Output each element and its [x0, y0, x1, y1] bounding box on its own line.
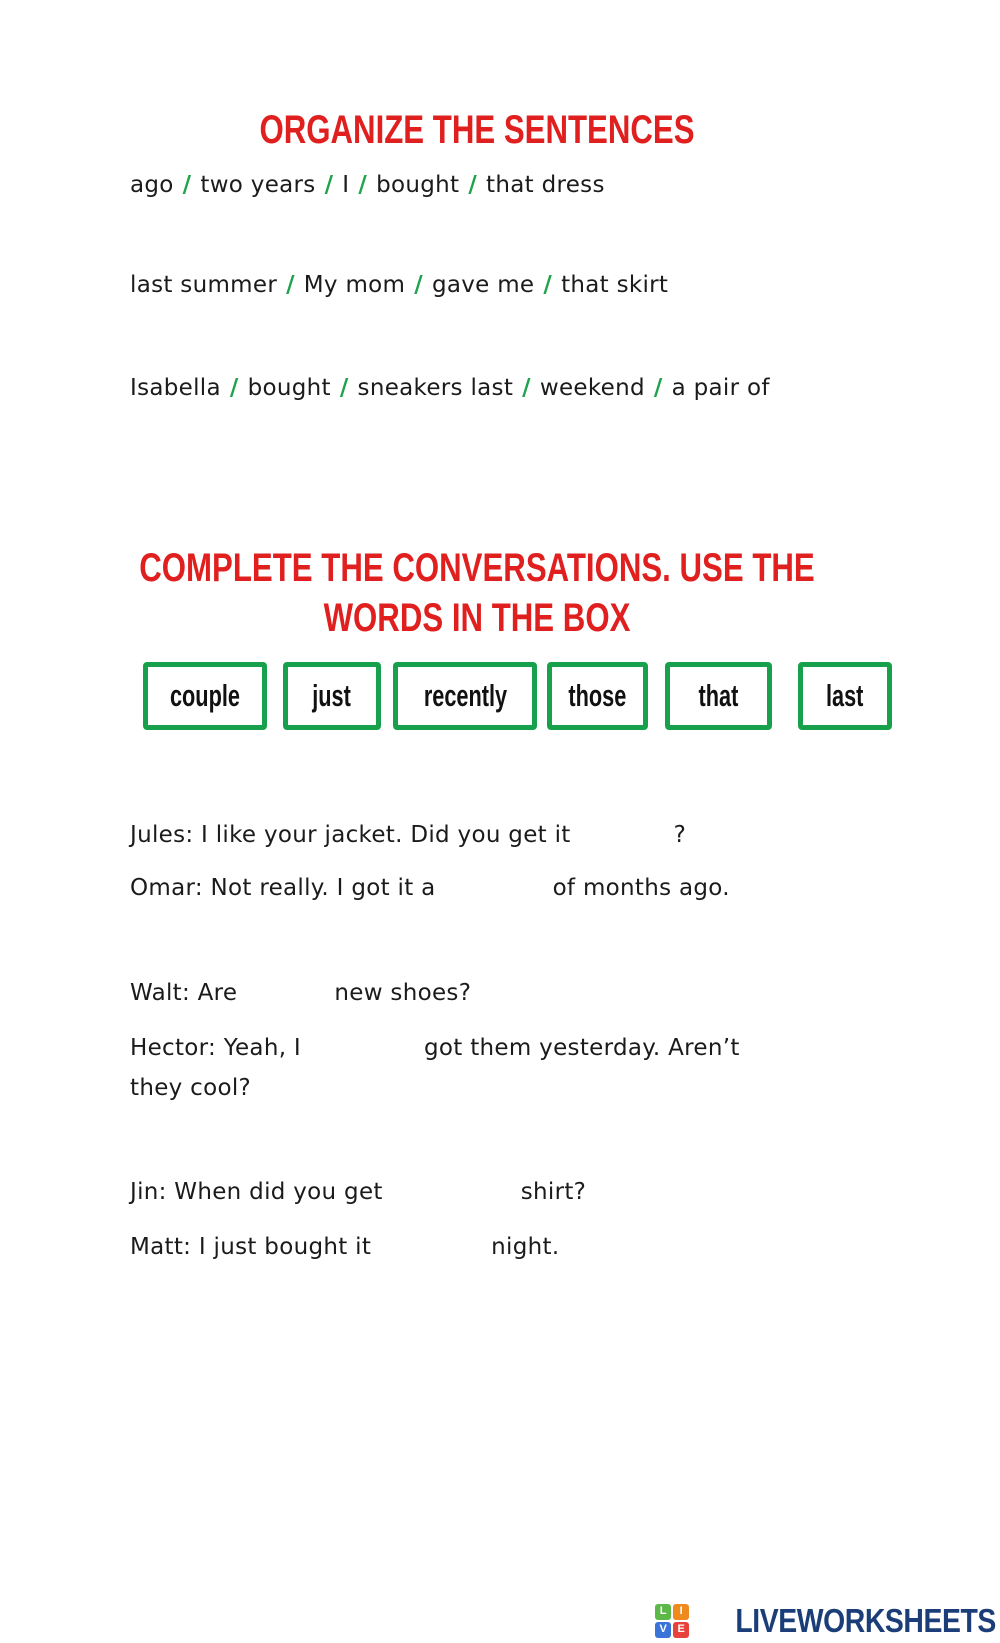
slash-separator: /: [358, 172, 368, 198]
dialog-text: Jules: I like your jacket. Did you get it: [130, 822, 571, 848]
dialog-text: new shoes?: [334, 980, 472, 1006]
word-box-label: just: [312, 678, 352, 713]
dialog-text: Hector: Yeah, I: [130, 1035, 302, 1061]
scrambled-sentence-3: [130, 371, 770, 405]
answer-blank-5[interactable]: [383, 1175, 521, 1199]
dialog-text: Jin: When did you get: [130, 1179, 383, 1205]
word-box-label: last: [826, 678, 864, 713]
liveworksheets-brand: [655, 1602, 996, 1640]
slash-separator: /: [653, 375, 663, 401]
word-box-label: couple: [170, 678, 240, 713]
slash-separator: /: [468, 172, 478, 198]
logo-square-v: V: [655, 1622, 671, 1638]
slash-separator: /: [543, 272, 553, 298]
logo-square-l: L: [655, 1604, 671, 1620]
dialog-row-jules: [130, 818, 686, 852]
dialog-text: ?: [673, 822, 687, 848]
section2-title: [105, 543, 849, 643]
sentence-part: My mom: [303, 272, 406, 298]
slash-separator: /: [324, 172, 334, 198]
answer-blank-1[interactable]: [571, 818, 674, 842]
word-box-last: [798, 662, 892, 730]
word-box-label: those: [568, 678, 627, 713]
dialog-row-jin: [130, 1175, 586, 1209]
scrambled-sentence-2: [130, 268, 668, 302]
sentence-part: that dress: [486, 172, 605, 198]
slash-separator: /: [182, 172, 192, 198]
slash-separator: /: [414, 272, 423, 298]
dialog-text: of months ago.: [552, 875, 730, 901]
dialog-text: they cool?: [130, 1075, 252, 1101]
slash-separator: /: [286, 272, 295, 298]
dialog-row-walt: [130, 976, 471, 1010]
dialog-row-hector-line2: [130, 1071, 251, 1105]
word-box-just: [283, 662, 381, 730]
sentence-part: sneakers last: [357, 375, 514, 401]
brand-wordmark: LIVEWORKSHEETS: [735, 1602, 996, 1639]
sentence-part: two years: [200, 172, 316, 198]
scrambled-sentence-1: [130, 168, 605, 202]
dialog-text: got them yesterday. Aren’t: [424, 1035, 740, 1061]
word-box-those: [547, 662, 648, 730]
dialog-row-omar: [130, 871, 730, 905]
logo-square-i: I: [673, 1604, 689, 1620]
sentence-part: bought: [376, 172, 460, 198]
dialog-text: Omar: Not really. I got it a: [130, 875, 436, 901]
dialog-text: night.: [491, 1234, 560, 1260]
word-box-recently: [393, 662, 537, 730]
sentence-part: weekend: [539, 375, 645, 401]
section1-title: ORGANIZE THE SENTENCES: [259, 108, 695, 152]
sentence-part: bought: [247, 375, 331, 401]
dialog-text: Walt: Are: [130, 980, 238, 1006]
answer-blank-2[interactable]: [436, 871, 553, 895]
sentence-part: that skirt: [561, 272, 669, 298]
dialog-text: shirt?: [520, 1179, 587, 1205]
liveworksheets-logo-icon: [655, 1604, 690, 1639]
section2-title-line1: COMPLETE THE CONVERSATIONS. USE THE: [139, 546, 815, 590]
word-box-label: recently: [423, 678, 507, 713]
sentence-part: gave me: [431, 272, 535, 298]
logo-square-e: E: [673, 1622, 689, 1638]
sentence-part: ago: [130, 172, 174, 198]
dialog-row-matt: [130, 1230, 559, 1264]
word-box-couple: [143, 662, 267, 730]
word-box-label: that: [698, 678, 739, 713]
slash-separator: /: [339, 375, 349, 401]
slash-separator: /: [522, 375, 531, 401]
answer-blank-6[interactable]: [371, 1230, 491, 1254]
answer-blank-4[interactable]: [301, 1031, 424, 1055]
slash-separator: /: [229, 375, 239, 401]
sentence-part: a pair of: [671, 375, 770, 401]
sentence-part: last summer: [130, 272, 278, 298]
sentence-part: Isabella: [130, 375, 221, 401]
answer-blank-3[interactable]: [237, 976, 334, 1000]
word-box-that: [665, 662, 772, 730]
dialog-row-hector-line1: [130, 1031, 740, 1065]
word-bank: [143, 662, 892, 730]
dialog-text: Matt: I just bought it: [130, 1234, 372, 1260]
section2-title-line2: WORDS IN THE BOX: [323, 596, 631, 640]
sentence-part: I: [342, 172, 350, 198]
